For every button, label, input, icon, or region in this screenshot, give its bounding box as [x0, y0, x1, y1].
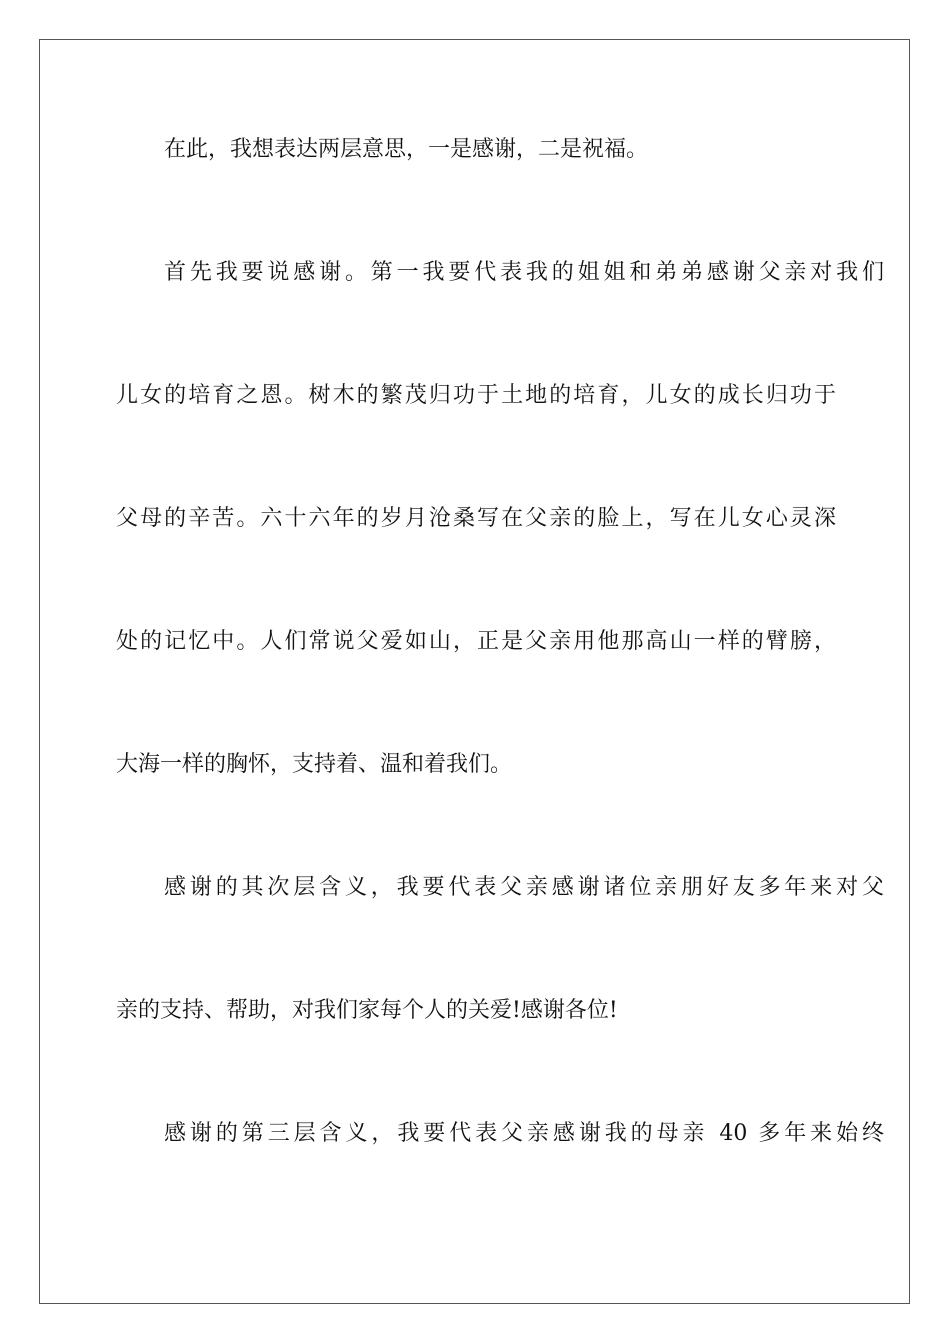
paragraph-line: 父母的辛苦。六十六年的岁月沧桑写在父亲的脸上，写在儿女心灵深: [116, 506, 836, 531]
paragraph-line: 感谢的第三层含义，我要代表父亲感谢我的母亲 40 多年来始终: [164, 1121, 884, 1146]
page-border: [39, 39, 910, 1304]
paragraph-line: 处的记忆中。人们常说父爱如山，正是父亲用他那高山一样的臂膀，: [116, 629, 836, 654]
paragraph-line: 大海一样的胸怀，支持着、温和着我们。: [116, 752, 513, 777]
paragraph-line: 亲的支持、帮助，对我们家每个人的关爱!感谢各位!: [116, 998, 618, 1023]
paragraph-line: 感谢的其次层含义，我要代表父亲感谢诸位亲朋好友多年来对父: [164, 875, 884, 900]
paragraph-line: 首先我要说感谢。第一我要代表我的姐姐和弟弟感谢父亲对我们: [164, 260, 884, 285]
paragraph-line: 儿女的培育之恩。树木的繁茂归功于土地的培育，儿女的成长归功于: [116, 383, 836, 408]
paragraph-line: 在此，我想表达两层意思，一是感谢，二是祝福。: [164, 137, 649, 162]
